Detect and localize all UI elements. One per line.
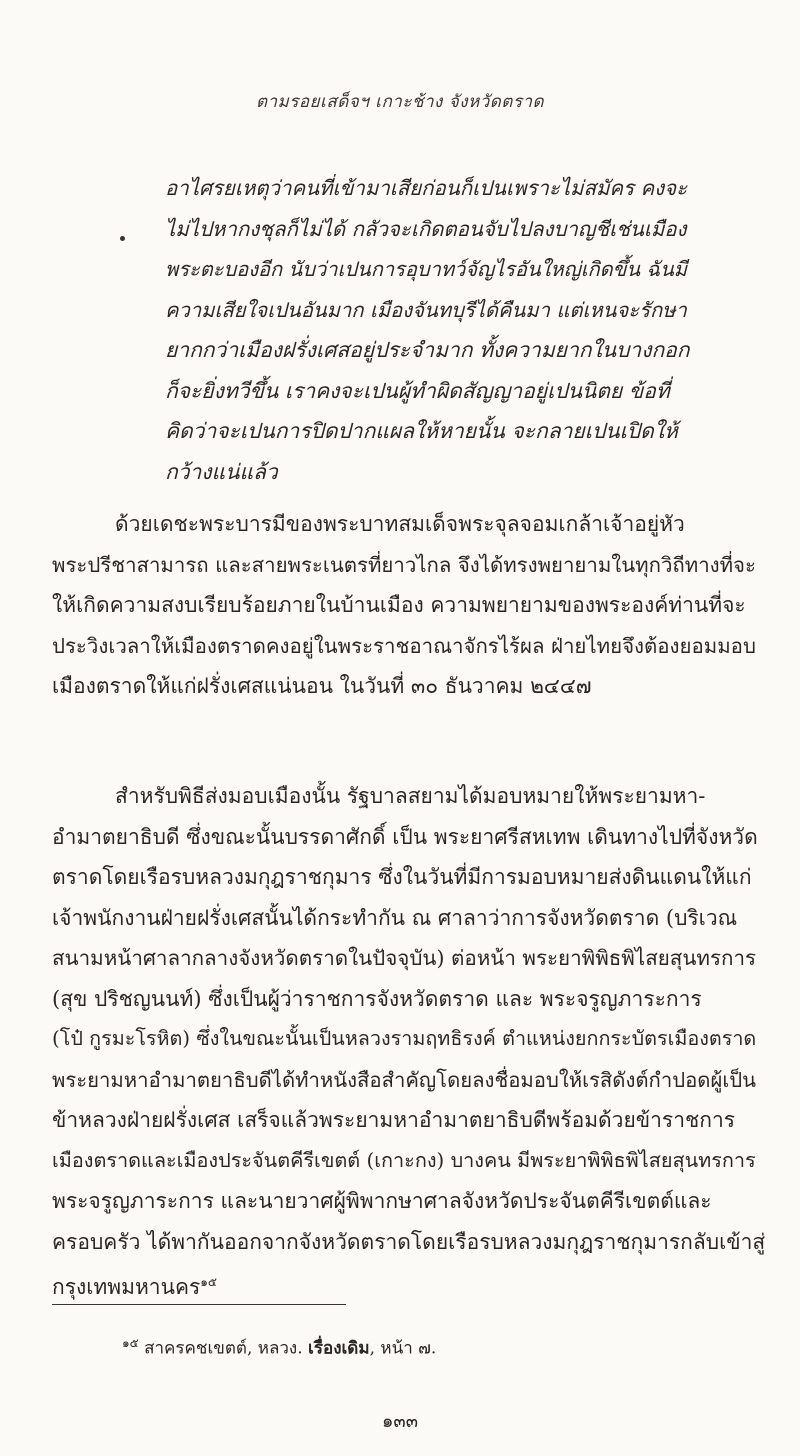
paragraph-line <box>52 1262 767 1308</box>
paragraph-line: เมืองตราดให้แก่ฝรั่งเศสแน่นอน ในวันที่ ๓๐ ธันวาคม ๒๔๔๗ <box>52 674 592 698</box>
quote-line: อาไศรยเหตุว่าคนที่เข้ามาเสียก่อนก็เปนเพราะไม่สมัคร คงจะ <box>165 176 688 200</box>
paragraph-line: เมืองตราดและเมืองประจันตคีรีเขตต์ (เกาะกง) บางคน มีพระยาพิพิธพิไสยสุนทรการ <box>52 1148 756 1172</box>
paragraph-line: (สุข ปริชญนนท์) ซึ่งเป็นผู้ว่าราชการจังหวัดตราด และ พระจรูญภาระการ <box>52 986 702 1011</box>
paragraph-line: (โป๋ กูรมะโรหิต) ซึ่งในขณะนั้นเป็นหลวงรามฤทธิรงค์ ตำแหน่งยกกระบัตรเมืองตราด <box>52 1027 757 1050</box>
page-number: ๑๓๓ <box>381 1411 419 1432</box>
quote-line: ไม่ไปหากงชุลก็ไม่ได้ กลัวจะเกิดตอนจับไปลงบาญชีเช่นเมือง <box>165 216 687 241</box>
quote-line: ความเสียใจเปนอันมาก เมืองจันทบุรีได้คืนมา แต่เหนจะรักษา <box>165 297 687 322</box>
paragraph-line: พระยามหาอำมาตยาธิบดีได้ทำหนังสือสำคัญโดยลงชื่อมอบให้เรสิดังต์กำปอดผู้เป็น <box>52 1067 757 1092</box>
footnote-reference[interactable]: ๑๕ <box>200 1275 217 1289</box>
paragraph-line: พระจรูญภาระการ และนายวาศผู้พิพากษาศาลจังหวัดประจันตคีรีเขตต์และ <box>52 1189 712 1213</box>
block-quote <box>165 168 695 492</box>
footnote-title: เรื่องเดิม <box>308 1338 370 1359</box>
quote-line: ก็จะยิ่งทวีขึ้น เราคงจะเปนผู้ทำผิดสัญญาอยู่เปนนิตย ข้อที่ <box>165 378 670 403</box>
paragraph-line: ด้วยเดชะพระบารมีของพระบาทสมเด็จพระจุลจอมเกล้าเจ้าอยู่หัว <box>115 512 685 536</box>
paragraph-line: เจ้าพนักงานฝ่ายฝรั่งเศสนั้นได้กระทำกัน ณ ศาลาว่าการจังหวัดตราด (บริเวณ <box>52 905 738 930</box>
running-header: ตามรอยเสด็จฯ เกาะช้าง จังหวัดตราด <box>255 92 545 112</box>
paragraph-line: สนามหน้าศาลากลางจังหวัดตราดในปัจจุบัน) ต่อหน้า พระยาพิพิธพิไสยสุนทรการ <box>52 946 757 970</box>
quote-line: ยากกว่าเมืองฝรั่งเศสอยู่ประจำมาก ทั้งความยากในบางกอก <box>165 338 690 362</box>
footnote-divider <box>52 1304 346 1305</box>
paragraph-line-text: กรุงเทพมหานคร <box>52 1275 201 1299</box>
paragraph-line: สำหรับพิธีส่งมอบเมืองนั้น รัฐบาลสยามได้มอบหมายให้พระยามหา- <box>115 784 706 808</box>
paragraph-line: ให้เกิดความสงบเรียบร้อยภายในบ้านเมือง ความพยายามของพระองค์ท่านที่จะ <box>52 593 746 617</box>
quote-line: กว้างแน่แล้ว <box>165 459 278 484</box>
print-speck <box>120 236 125 241</box>
paragraph-line: ประวิงเวลาให้เมืองตราดคงอยู่ในพระราชอาณาจักรไร้ผล ฝ่ายไทยจึงต้องยอมมอบ <box>52 633 756 658</box>
paragraph-line: อำมาตยาธิบดี ซึ่งขณะนั้นบรรดาศักดิ์ เป็น พระยาศรีสหเทพ เดินทางไปที่จังหวัด <box>52 824 758 849</box>
footnote-author: สาครคชเขตต์, หลวง. <box>144 1338 303 1359</box>
footnote-page: , หน้า ๗. <box>369 1338 437 1359</box>
footnote-marker: ๑๕ <box>122 1336 139 1350</box>
paragraph-line: ครอบครัว ได้พากันออกจากจังหวัดตราดโดยเรือรบหลวงมกุฎราชกุมารกลับเข้าสู่ <box>52 1229 766 1254</box>
quote-line: คิดว่าจะเปนการปิดปากแผลให้หายนั้น จะกลายเปนเปิดให้ <box>165 419 678 443</box>
quote-line: พระตะบองอีก นับว่าเปนการอุบาทว์จัญไรอันใหญ่เกิดขึ้น ฉันมี <box>165 257 687 281</box>
body-paragraph-1 <box>52 504 767 707</box>
body-paragraph-2 <box>52 776 767 1308</box>
paragraph-line: ตราดโดยเรือรบหลวงมกุฎราชกุมาร ซึ่งในวันที่มีการมอบหมายส่งดินแดนให้แก่ <box>52 865 752 889</box>
paragraph-line: พระปรีชาสามารถ และสายพระเนตรที่ยาวไกล จึงได้ทรงพยายามในทุกวิถีทางที่จะ <box>52 552 756 577</box>
paragraph-line: ข้าหลวงฝ่ายฝรั่งเศส เสร็จแล้วพระยามหาอำมาตยาธิบดีพร้อมด้วยข้าราชการ <box>52 1108 736 1132</box>
footnote <box>122 1334 722 1362</box>
